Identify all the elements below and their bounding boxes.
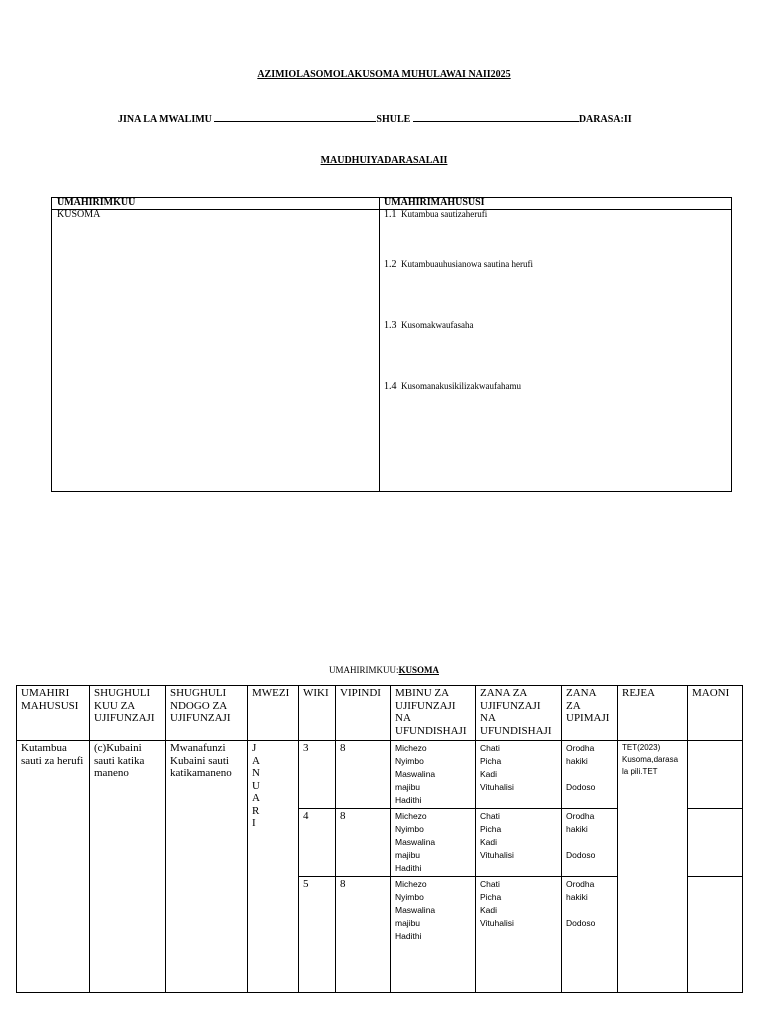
sub-activity-cell: Mwanafunzi Kubaini sauti katikamaneno	[166, 741, 248, 993]
remarks-cell	[688, 741, 743, 809]
main-activity-cell: (c)Kubaini sauti katika maneno	[90, 741, 166, 993]
document-title: AZIMIOLASOMOLAKUSOMA MUHULAWAI NAII2025	[257, 69, 511, 80]
specific-competence-header: UMAHIRIMAHUSUSI	[384, 197, 485, 208]
assessment-tools-cell: Orodha hakiki Dodoso	[562, 877, 618, 993]
remarks-cell	[688, 877, 743, 993]
school-name-blank	[413, 112, 579, 122]
column-header: MWEZI	[248, 686, 299, 741]
column-header: MAONI	[688, 686, 743, 741]
main-competence-caption	[0, 665, 768, 675]
assessment-tools-cell: Orodha hakiki Dodoso	[562, 741, 618, 809]
column-header: WIKI	[299, 686, 336, 741]
table-divider	[379, 198, 380, 491]
column-header: REJEA	[618, 686, 688, 741]
main-competence-header: UMAHIRIMKUU	[57, 197, 136, 208]
methods-cell: Michezo Nyimbo Maswalina majibu Hadithi	[391, 809, 476, 877]
week-cell: 5	[299, 877, 336, 993]
teaching-aids-cell: Chati Picha Kadi Vituhalisi	[476, 741, 562, 809]
methods-cell: Michezo Nyimbo Maswalina majibu Hadithi	[391, 877, 476, 993]
specific-competence-item: 1.1 Kutambua sautizaherufi	[384, 209, 488, 220]
column-header: MBINU ZA UJIFUNZAJI NA UFUNDISHAJI	[391, 686, 476, 741]
specific-competence-cell: Kutambua sauti za herufi	[17, 741, 90, 993]
section-subtitle: MAUDHUIYADARASALAII	[320, 155, 448, 166]
reference-cell: TET(2023) Kusoma,darasa la pili.TET	[618, 741, 688, 993]
column-header: UMAHIRI MAHUSUSI	[17, 686, 90, 741]
column-header: SHUGHULI NDOGO ZA UJIFUNZAJI	[166, 686, 248, 741]
column-header: ZANA ZA UPIMAJI	[562, 686, 618, 741]
month-cell: J A N U A R I	[248, 741, 299, 993]
main-competence-caption-value: KUSOMA	[398, 665, 439, 675]
column-header: ZANA ZA UJIFUNZAJI NA UFUNDISHAJI	[476, 686, 562, 741]
periods-cell: 8	[336, 877, 391, 993]
teaching-aids-cell: Chati Picha Kadi Vituhalisi	[476, 877, 562, 993]
competence-overview-table	[51, 197, 732, 492]
methods-cell: Michezo Nyimbo Maswalina majibu Hadithi	[391, 741, 476, 809]
teaching-aids-cell: Chati Picha Kadi Vituhalisi	[476, 809, 562, 877]
table-header-row	[17, 686, 743, 741]
teacher-info-line	[118, 112, 632, 125]
week-cell: 3	[299, 741, 336, 809]
specific-competence-item: 1.3 Kusomakwaufasaha	[384, 320, 474, 331]
periods-cell: 8	[336, 809, 391, 877]
class-label: DARASA:II	[578, 114, 632, 125]
scheme-of-work-table	[16, 685, 743, 993]
teacher-name-blank	[214, 112, 376, 122]
specific-competence-item: 1.4 Kusomanakusikilizakwaufahamu	[384, 381, 521, 392]
periods-cell: 8	[336, 741, 391, 809]
column-header: VIPINDI	[336, 686, 391, 741]
main-competence-value: KUSOMA	[57, 209, 101, 220]
table-row	[17, 741, 743, 809]
teacher-name-label: JINA LA MWALIMU	[118, 114, 212, 125]
specific-competence-item: 1.2 Kutambuauhusianowa sautina herufi	[384, 259, 533, 270]
column-header: SHUGHULI KUU ZA UJIFUNZAJI	[90, 686, 166, 741]
remarks-cell	[688, 809, 743, 877]
assessment-tools-cell: Orodha hakiki Dodoso	[562, 809, 618, 877]
main-competence-caption-label: UMAHIRIMKUU:	[329, 665, 399, 675]
school-label: SHULE	[376, 114, 411, 125]
week-cell: 4	[299, 809, 336, 877]
